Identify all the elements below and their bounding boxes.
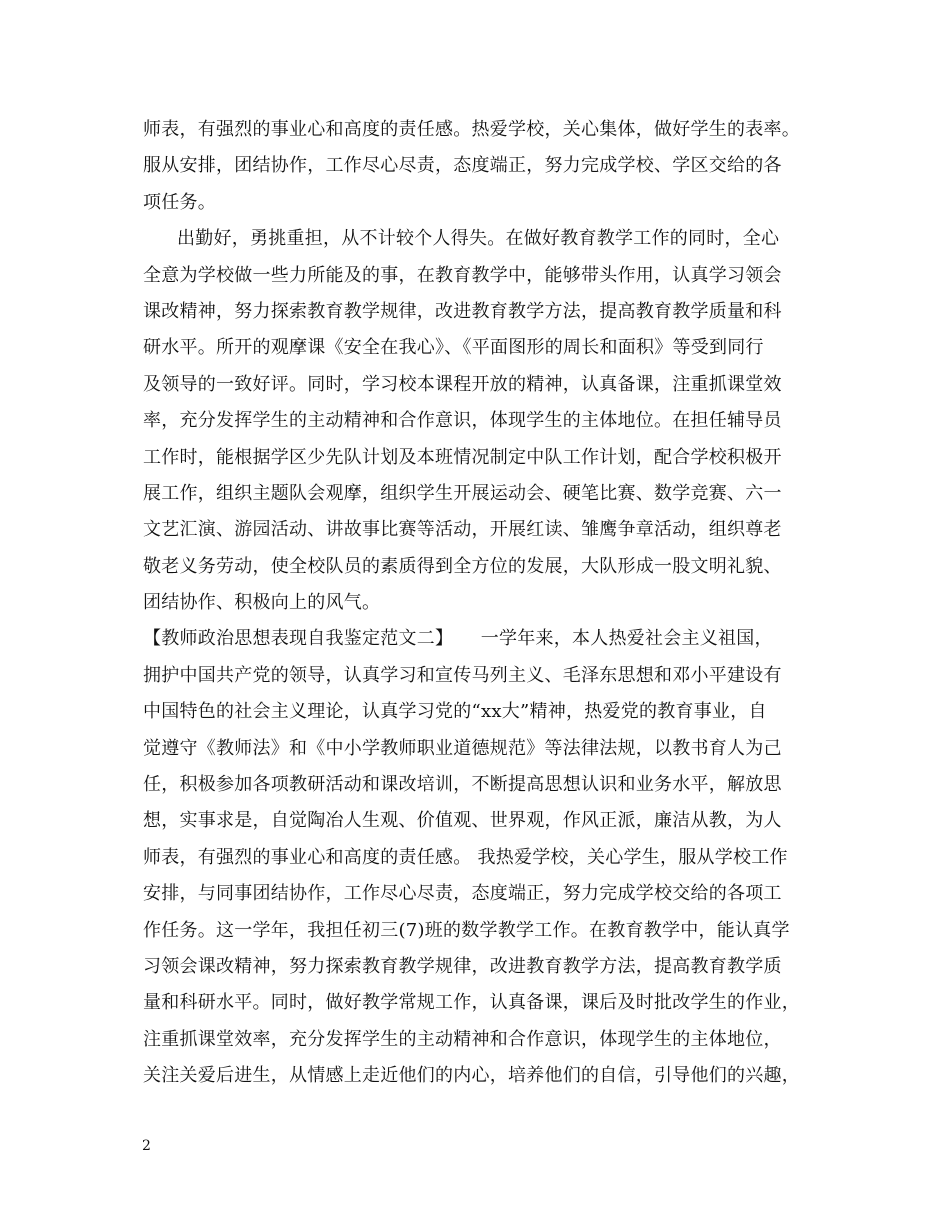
text-line: 拥护中国共产党的领导，认真学习和宣传马列主义、毛泽东思想和邓小平建设有 [143, 664, 782, 686]
text-line: 研水平。所开的观摩课《安全在我心》、《平面图形的周长和面积》等受到同行 [143, 337, 764, 359]
text-line: 率，充分发挥学生的主动精神和合作意识，体现学生的主体地位。在担任辅导员 [143, 410, 782, 432]
text-line: 服从安排，团结协作，工作尽心尽责，态度端正，努力完成学校、学区交给的各 [143, 155, 782, 177]
text-line: 师表，有强烈的事业心和高度的责任感。 我热爱学校，关心学生，服从学校工作 [143, 846, 788, 868]
text-line: 敬老义务劳动，使全校队员的素质得到全方位的发展，大队形成一股文明礼貌、 [143, 555, 782, 577]
text-line: 任，积极参加各项教研活动和课改培训，不断提高思想认识和业务水平，解放思 [143, 774, 782, 796]
text-line: 量和科研水平。同时，做好教学常规工作，认真备课，课后及时批改学生的作业， [143, 992, 800, 1014]
text-line: 关注关爱后进生，从情感上走近他们的内心，培养他们的自信，引导他们的兴趣， [143, 1065, 800, 1087]
section-heading-line: 【教师政治思想表现自我鉴定范文二】 一学年来，本人热爱社会主义祖国， [143, 628, 773, 650]
text-line: 觉遵守《教师法》和《中小学教师职业道德规范》等法律法规，以教书育人为己 [143, 737, 782, 759]
body-text [143, 112, 843, 1095]
text-line: 工作时，能根据学区少先队计划及本班情况制定中队工作计划，配合学校积极开 [143, 446, 782, 468]
text-line: 安排，与同事团结协作，工作尽心尽责，态度端正，努力完成学校交给的各项工 [143, 883, 782, 905]
paragraph-start-line: 出勤好，勇挑重担，从不计较个人得失。在做好教育教学工作的同时，全心 [177, 228, 780, 250]
text-line: 中国特色的社会主义理论，认真学习党的“xx大”精神，热爱党的教育事业，自 [143, 701, 767, 723]
text-line: 团结协作、积极向上的风气。 [143, 592, 381, 614]
text-line: 及领导的一致好评。同时，学习校本课程开放的精神，认真备课，注重抓课堂效 [143, 373, 782, 395]
text-line: 注重抓课堂效率，充分发挥学生的主动精神和合作意识，体现学生的主体地位， [143, 1028, 782, 1050]
page-number: 2 [142, 1138, 151, 1154]
text-line: 展工作，组织主题队会观摩，组织学生开展运动会、硬笔比赛、数学竞赛、六一 [143, 482, 782, 504]
text-line: 作任务。这一学年，我担任初三(7)班的数学教学工作。在教育教学中，能认真学 [143, 919, 790, 941]
text-line: 全意为学校做一些力所能及的事，在教育教学中，能够带头作用，认真学习领会 [143, 264, 782, 286]
text-line: 想，实事求是，自觉陶冶人生观、价值观、世界观，作风正派，廉洁从教，为人 [143, 810, 782, 832]
text-line: 习领会课改精神，努力探索教育教学规律，改进教育教学方法，提高教育教学质 [143, 955, 782, 977]
text-line: 项任务。 [143, 191, 216, 213]
text-line: 师表，有强烈的事业心和高度的责任感。热爱学校，关心集体，做好学生的表率。 [143, 119, 800, 140]
text-line: 文艺汇演、游园活动、讲故事比赛等活动，开展红读、雏鹰争章活动，组织尊老 [143, 519, 782, 541]
text-line: 课改精神，努力探索教育教学规律，改进教育教学方法，提高教育教学质量和科 [143, 300, 782, 322]
